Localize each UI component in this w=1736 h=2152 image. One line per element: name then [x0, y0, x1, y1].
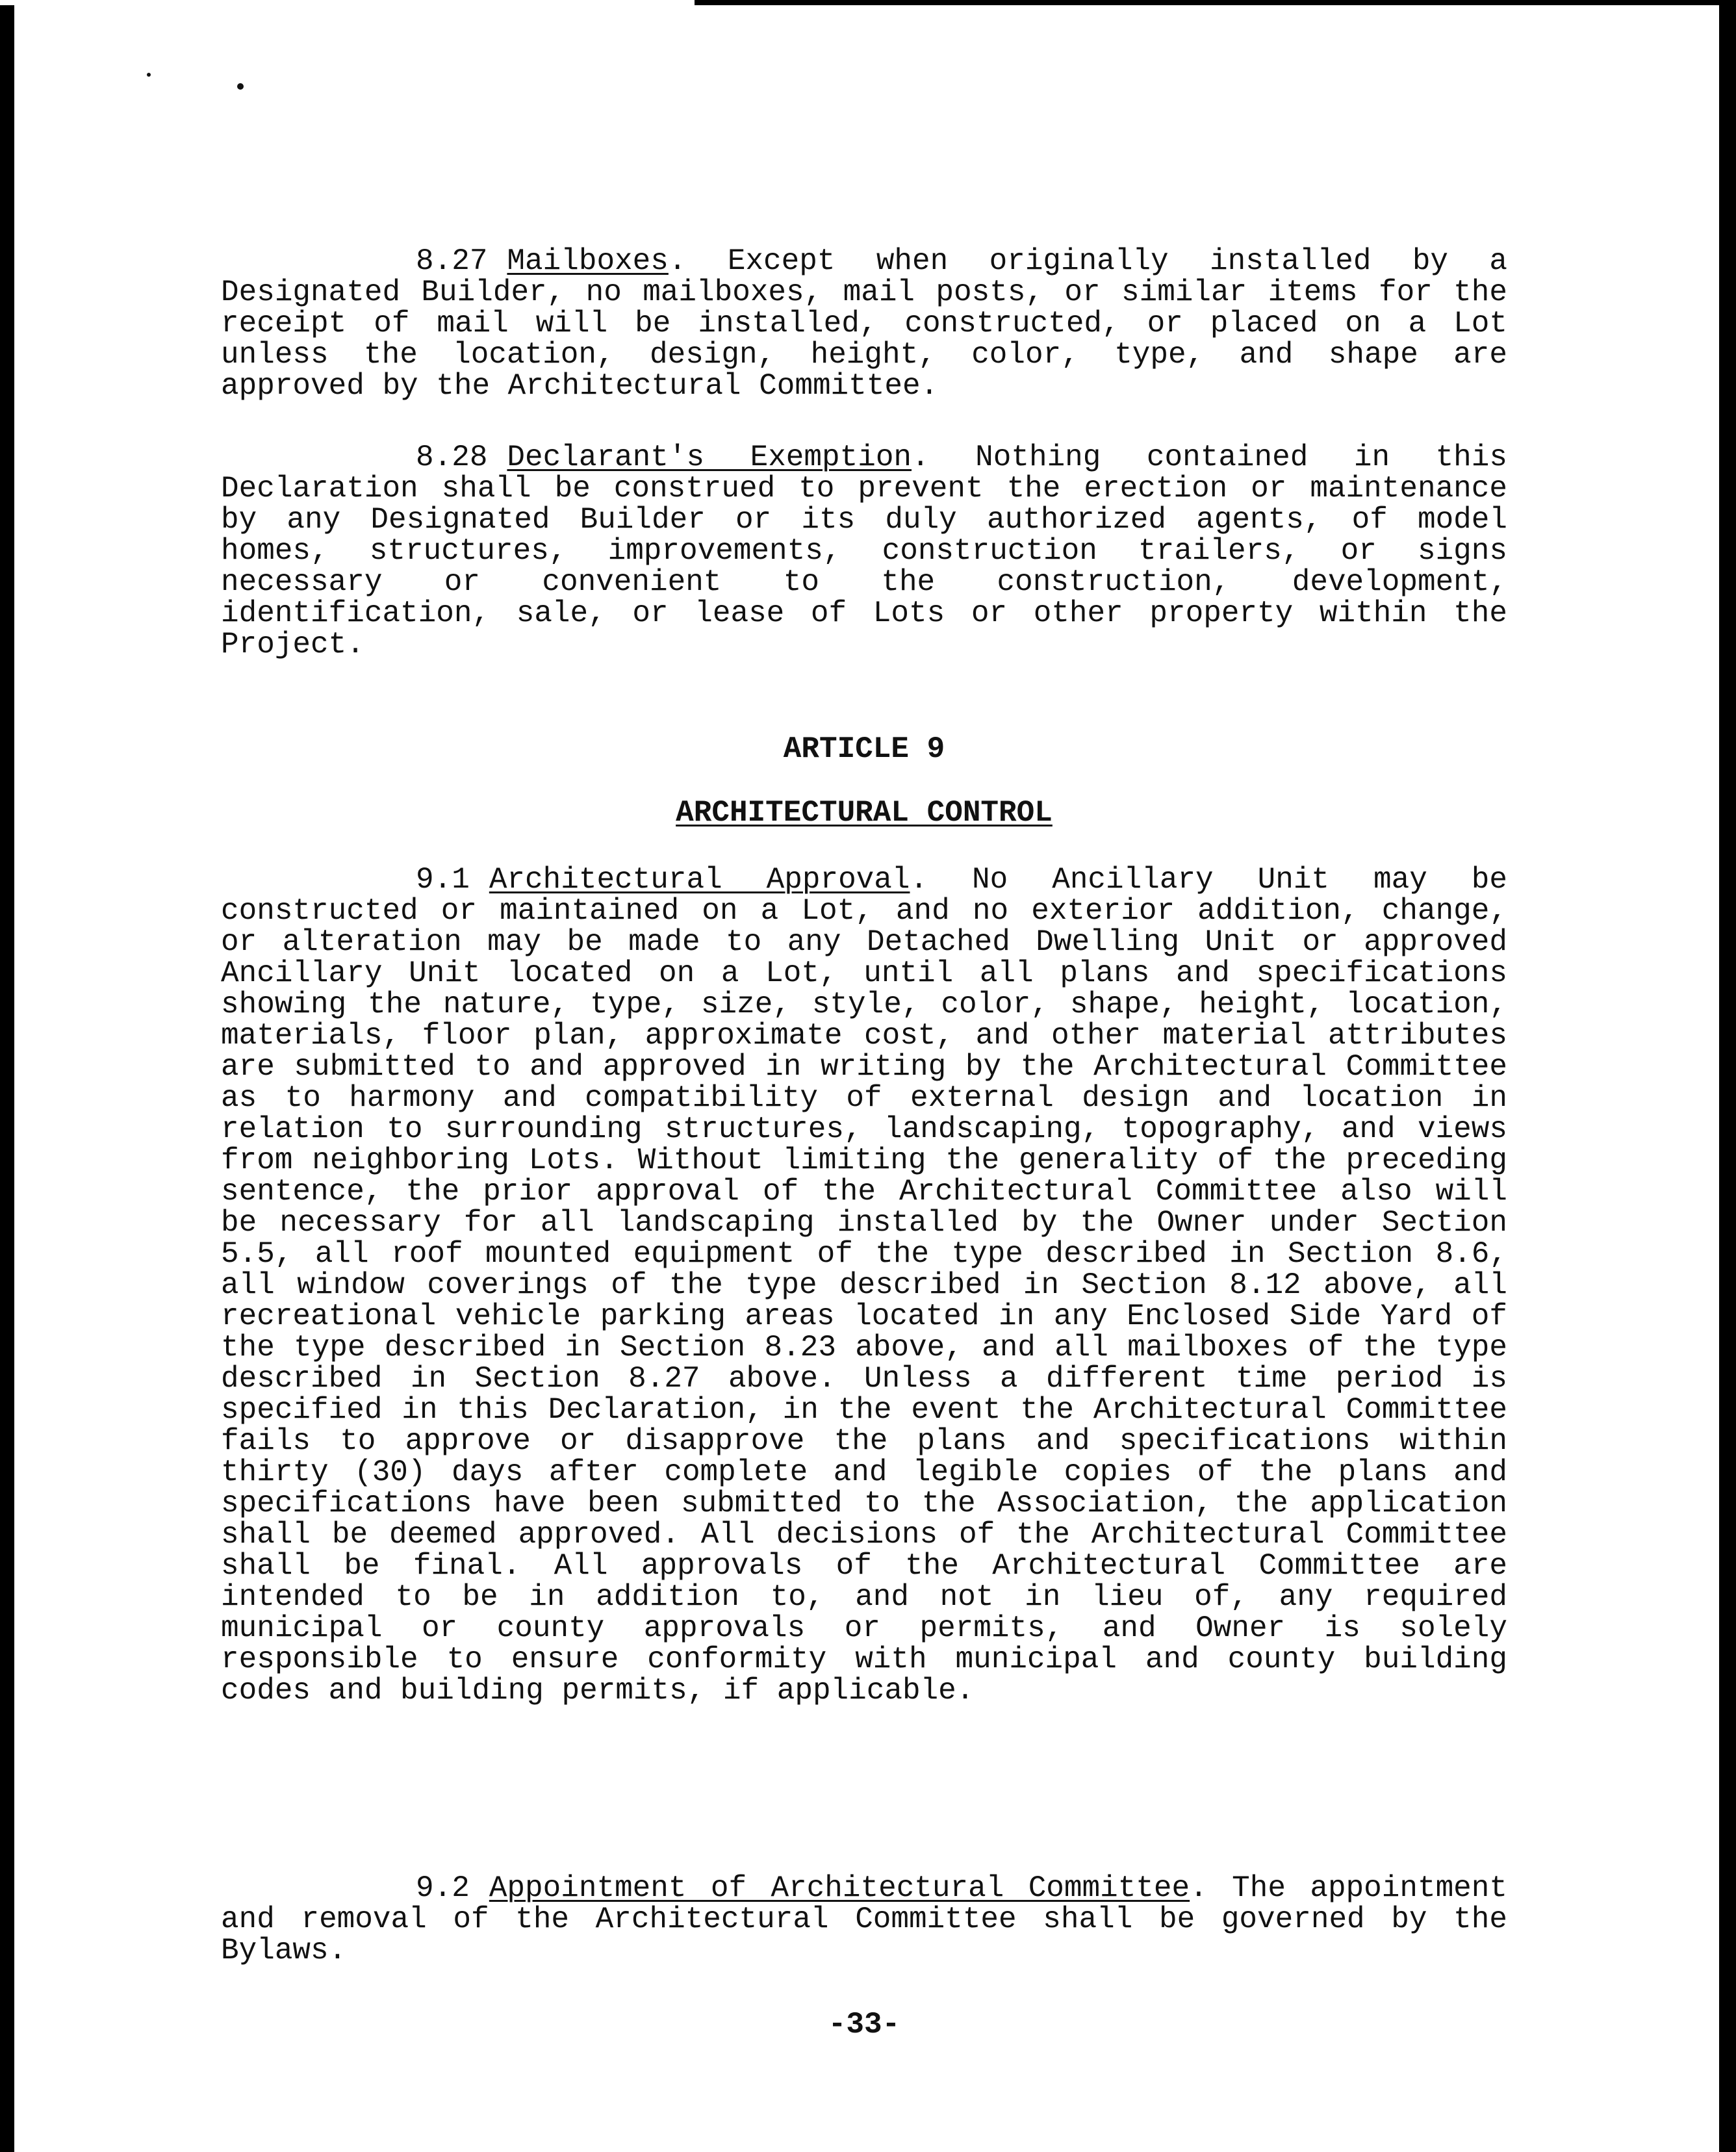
section-body: . Nothing contained in this Declaration shall be construed to prevent the erection or maintenance by any Designated Builder or its duly authorized agents, of model homes, structures, improvements, construction trailers, or signs necessary or convenient to the construction, development, identification, sale, or lease of Lots or other property within the Project.: [221, 441, 1507, 661]
section-title: Architectural Approval: [489, 863, 910, 897]
article-label: ARTICLE 9: [783, 732, 945, 766]
page-number: -33-: [828, 2008, 900, 2042]
scan-edge-right: [1719, 0, 1736, 2152]
section-8-28: [221, 442, 1507, 660]
section-body: . The appointment and removal of the Architectural Committee shall be governed by the Bylaws.: [221, 1871, 1507, 1967]
scan-speck: [147, 73, 151, 77]
section-title: Declarant's Exemption: [507, 441, 912, 474]
article-title-wrap: [221, 797, 1507, 829]
section-title: Appointment of Architectural Committee: [489, 1871, 1190, 1905]
section-9-2: [221, 1873, 1507, 1966]
section-number: 9.1: [416, 863, 470, 897]
section-body: . Except when originally installed by a Designated Builder, no mailboxes, mail posts, or similar items for the receipt of mail will be installed, constructed, or placed on a Lot unless the location, design, height, color, type, and shape are approved by the Architectural Committee.: [221, 244, 1507, 403]
section-8-27: [221, 246, 1507, 402]
scan-speck: [237, 83, 244, 90]
section-number: 8.28: [416, 441, 488, 474]
scan-edge-left: [0, 0, 14, 2152]
section-number: 9.2: [416, 1871, 470, 1905]
article-title: ARCHITECTURAL CONTROL: [676, 796, 1053, 830]
section-9-1: [221, 864, 1507, 1706]
section-title: Mailboxes: [507, 244, 669, 278]
section-body: . No Ancillary Unit may be constructed or maintained on a Lot, and no exterior addition, change, or alteration may be made to any Detached Dwelling Unit or approved Ancillary Unit located on a Lot, until all plans and specifications showing the nature, type, size, style, color, shape, height, location, materials, floor plan, approximate cost, and other material attributes are submitted to and approved in writing by the Architectural Committee as to harmony and compatibility of external design and location in relation to surrounding structures, landscaping, topography, and views from neighboring Lots. Without limiting the generality of the preceding sentence, the prior approval of the Architectural Committee also will be necessary for all landscaping installed by the Owner under Section 5.5, all roof mounted equipment of the type described in Section 8.6, all window coverings of the type described in Section 8.12 above, all recreational vehicle parking areas located in any Enclosed Side Yard of the type described in Section 8.23 above, and all mailboxes of the type described in Section 8.27 above. Unless a different time period is specified in this Declaration, in the event the Architectural Committee fails to approve or disapprove the plans and specifications within thirty (30) days after complete and legible copies of the plans and specifications have been submitted to the Association, the application shall be deemed approved. All decisions of the Architectural Committee shall be final. All approvals of the Architectural Committee are intended to be in addition to, and not in lieu of, any required municipal or county approvals or permits, and Owner is solely responsible to ensure conformity with municipal and county building codes and building permits, if applicable.: [221, 863, 1507, 1708]
scan-edge-top: [0, 0, 1736, 5]
section-number: 8.27: [416, 244, 488, 278]
